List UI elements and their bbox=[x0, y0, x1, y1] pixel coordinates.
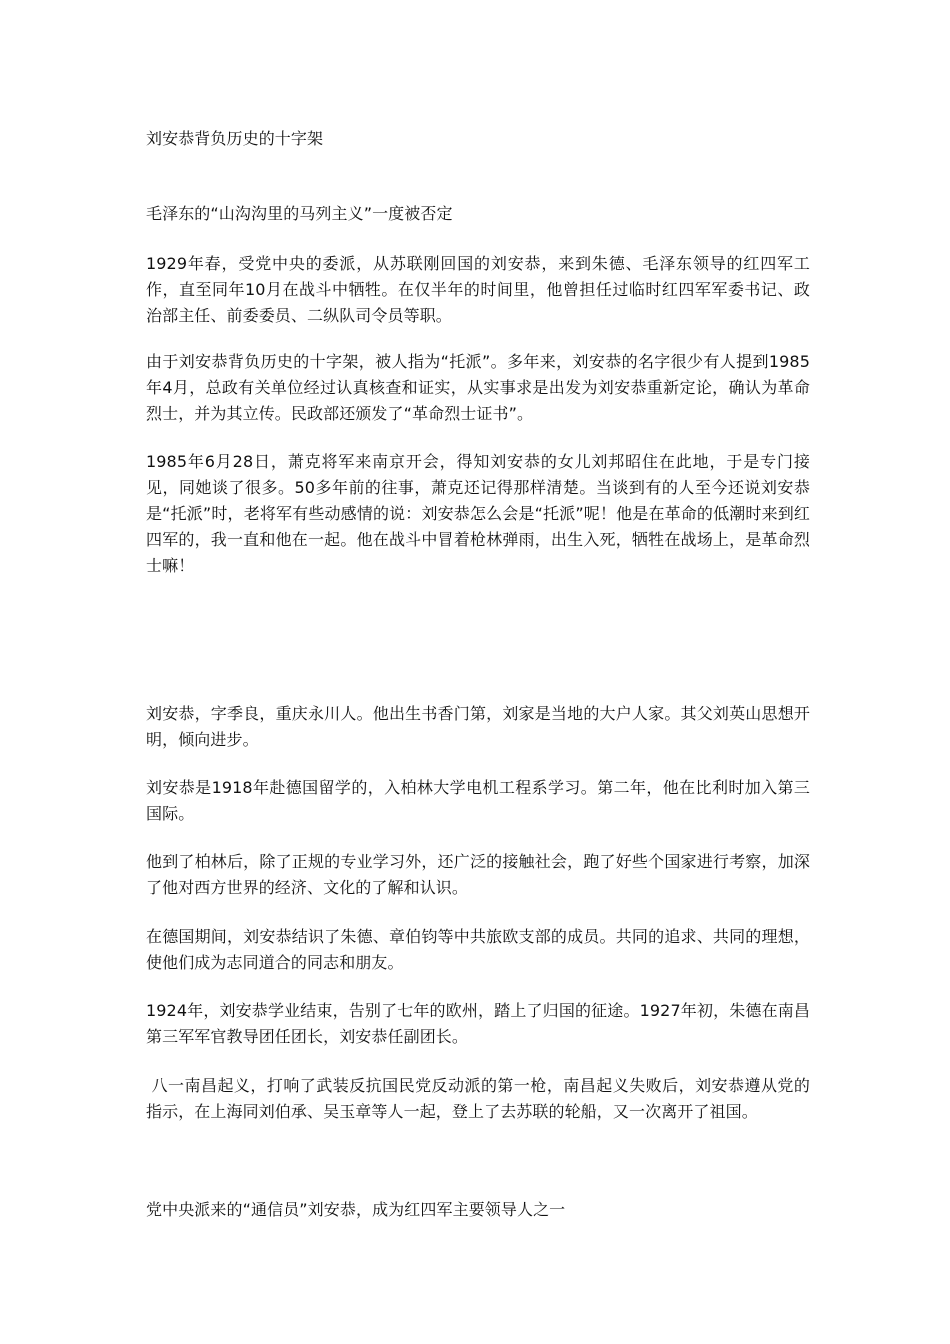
paragraph-9: 八一南昌起义，打响了武装反抗国民党反动派的第一枪，南昌起义失败后，刘安恭遵从党的指示，在上海同刘伯承、吴玉章等人一起，登上了去苏联的轮船，又一次离开了祖国。 bbox=[146, 1076, 810, 1121]
paragraph-8: 1924年，刘安恭学业结束，告别了七年的欧州，踏上了归国的征途。1927年初，朱德在南昌第三军军官教导团任团长，刘安恭任副团长。 bbox=[146, 1001, 810, 1046]
document-title: 刘安恭背负历史的十字架 bbox=[146, 129, 324, 148]
paragraph-7: 在德国期间，刘安恭结识了朱德、章伯钧等中共旅欧支部的成员。共同的追求、共同的理想，使他们成为志同道合的同志和朋友。 bbox=[146, 927, 810, 972]
paragraph-5: 刘安恭是1918年赴德国留学的，入柏林大学电机工程系学习。第二年，他在比利时加入第三国际。 bbox=[146, 778, 810, 823]
section-heading-2: 党中央派来的“通信员”刘安恭，成为红四军主要领导人之一 bbox=[146, 1200, 566, 1219]
paragraph-3: 1985年6月28日，萧克将军来南京开会，得知刘安恭的女儿刘邦昭住在此地，于是专门接见，同她谈了很多。50多年前的往事，萧克还记得那样清楚。当谈到有的人至今还说刘安恭是“托派”时，老将军有些动感情的说：刘安恭怎么会是“托派”呢！他是在革命的低潮时来到红四军的，我一直和他在一起。他在战斗中冒着枪林弹雨，出生入死，牺牲在战场上，是革命烈士嘛！ bbox=[146, 452, 810, 575]
section-heading-1: 毛泽东的“山沟沟里的马列主义”一度被否定 bbox=[146, 204, 453, 223]
paragraph-6: 他到了柏林后，除了正规的专业学习外，还广泛的接触社会，跑了好些个国家进行考察，加深了他对西方世界的经济、文化的了解和认识。 bbox=[146, 852, 810, 897]
paragraph-2: 由于刘安恭背负历史的十字架，被人指为“托派”。多年来，刘安恭的名字很少有人提到1985年4月，总政有关单位经过认真核查和证实，从实事求是出发为刘安恭重新定论，确认为革命烈士，并为其立传。民政部还颁发了“革命烈士证书”。 bbox=[146, 352, 810, 423]
paragraph-1: 1929年春，受党中央的委派，从苏联刚回国的刘安恭，来到朱德、毛泽东领导的红四军工作，直至同年10月在战斗中牺牲。在仅半年的时间里，他曾担任过临时红四军军委书记、政治部主任、前委委员、二纵队司令员等职。 bbox=[146, 254, 810, 325]
paragraph-4: 刘安恭，字季良，重庆永川人。他出生书香门第，刘家是当地的大户人家。其父刘英山思想开明，倾向进步。 bbox=[146, 704, 810, 749]
